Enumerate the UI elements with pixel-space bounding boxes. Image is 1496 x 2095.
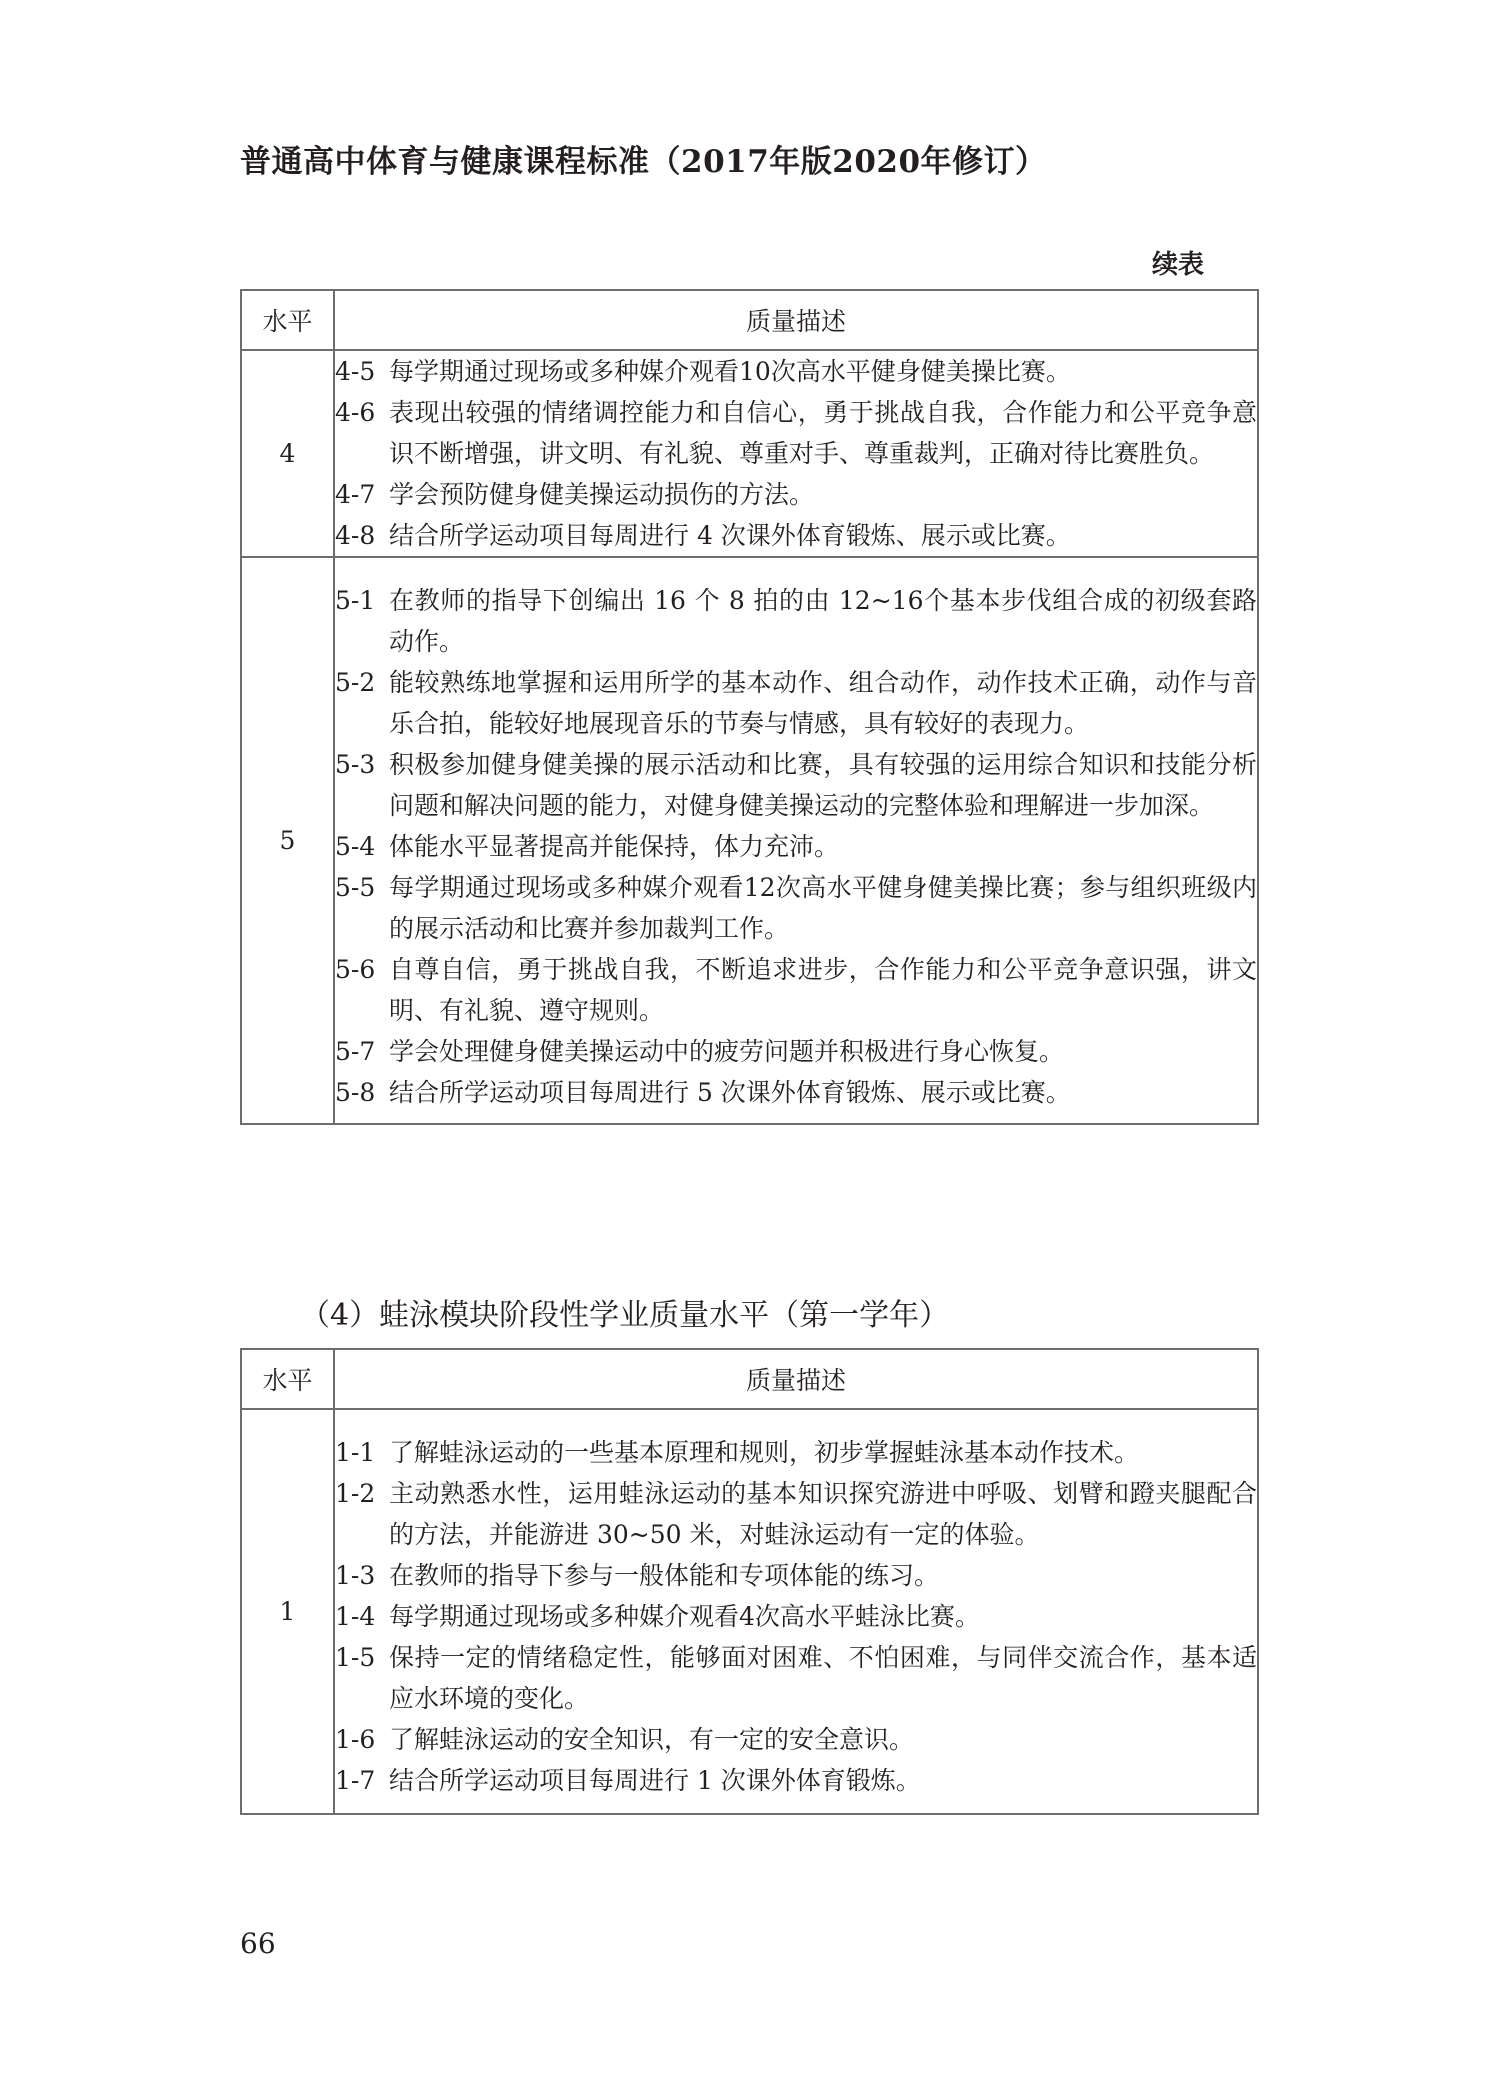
item-text: 积极参加健身健美操的展示活动和比赛，具有较强的运用综合知识和技能分析问题和解决问题的能力，对健身健美操运动的完整体验和理解进一步加深。 bbox=[389, 750, 1257, 820]
list-item bbox=[335, 867, 1257, 949]
item-code: 1-3 bbox=[335, 1561, 376, 1590]
item-text: 每学期通过现场或多种媒介观看10次高水平健身健美操比赛。 bbox=[389, 357, 1071, 386]
page-header-title: 普通高中体育与健康课程标准（2017年版2020年修订） bbox=[240, 144, 1047, 180]
list-item bbox=[335, 826, 1257, 867]
item-code: 5-6 bbox=[335, 955, 376, 984]
list-item bbox=[335, 580, 1257, 662]
item-code: 1-2 bbox=[335, 1479, 376, 1508]
item-text: 结合所学运动项目每周进行 5 次课外体育锻炼、展示或比赛。 bbox=[389, 1078, 1071, 1107]
page-number: 66 bbox=[240, 1927, 276, 1960]
table-header-row bbox=[241, 290, 1258, 350]
list-item bbox=[335, 1637, 1257, 1719]
list-item bbox=[335, 1031, 1257, 1072]
item-text: 主动熟悉水性，运用蛙泳运动的基本知识探究游进中呼吸、划臂和蹬夹腿配合的方法，并能游进 30~50 米，对蛙泳运动有一定的体验。 bbox=[389, 1479, 1257, 1549]
item-text: 自尊自信，勇于挑战自我，不断追求进步，合作能力和公平竞争意识强，讲文明、有礼貌、遵守规则。 bbox=[389, 955, 1257, 1025]
quality-table-breaststroke bbox=[240, 1348, 1259, 1815]
column-header-level: 水平 bbox=[241, 1349, 334, 1409]
list-item bbox=[335, 744, 1257, 826]
item-text: 能较熟练地掌握和运用所学的基本动作、组合动作，动作技术正确，动作与音乐合拍，能较好地展现音乐的节奏与情感，具有较好的表现力。 bbox=[389, 668, 1257, 738]
item-code: 4-5 bbox=[335, 357, 376, 386]
level-cell: 4 bbox=[241, 350, 334, 557]
list-item bbox=[335, 515, 1257, 556]
item-text: 结合所学运动项目每周进行 1 次课外体育锻炼。 bbox=[389, 1766, 921, 1795]
list-item bbox=[335, 949, 1257, 1031]
list-item bbox=[335, 1473, 1257, 1555]
list-item bbox=[335, 1072, 1257, 1113]
list-item bbox=[335, 1596, 1257, 1637]
level-cell: 5 bbox=[241, 557, 334, 1124]
column-header-description: 质量描述 bbox=[334, 1349, 1258, 1409]
item-code: 5-2 bbox=[335, 668, 376, 697]
list-item bbox=[335, 351, 1257, 392]
description-cell bbox=[334, 350, 1258, 557]
list-item bbox=[335, 1760, 1257, 1801]
table-continued-note: 续表 bbox=[1151, 250, 1204, 280]
list-item bbox=[335, 474, 1257, 515]
section-heading: （4）蛙泳模块阶段性学业质量水平（第一学年） bbox=[300, 1298, 950, 1333]
item-text: 学会预防健身健美操运动损伤的方法。 bbox=[389, 480, 815, 509]
item-code: 5-8 bbox=[335, 1078, 376, 1107]
item-code: 1-7 bbox=[335, 1766, 376, 1795]
table-header-row bbox=[241, 1349, 1258, 1409]
item-code: 1-5 bbox=[335, 1643, 376, 1672]
table-row bbox=[241, 350, 1258, 557]
item-text: 学会处理健身健美操运动中的疲劳问题并积极进行身心恢复。 bbox=[389, 1037, 1065, 1066]
level-cell: 1 bbox=[241, 1409, 334, 1814]
item-text: 每学期通过现场或多种媒介观看12次高水平健身健美操比赛；参与组织班级内的展示活动和比赛并参加裁判工作。 bbox=[389, 873, 1257, 943]
description-cell bbox=[334, 557, 1258, 1124]
item-text: 每学期通过现场或多种媒介观看4次高水平蛙泳比赛。 bbox=[389, 1602, 980, 1631]
item-text: 保持一定的情绪稳定性，能够面对困难、不怕困难，与同伴交流合作，基本适应水环境的变化。 bbox=[389, 1643, 1257, 1713]
description-cell bbox=[334, 1409, 1258, 1814]
item-text: 了解蛙泳运动的安全知识，有一定的安全意识。 bbox=[389, 1725, 915, 1754]
item-code: 1-1 bbox=[335, 1438, 376, 1467]
item-text: 在教师的指导下创编出 16 个 8 拍的由 12~16个基本步伐组合成的初级套路动作。 bbox=[389, 586, 1257, 656]
item-text: 了解蛙泳运动的一些基本原理和规则，初步掌握蛙泳基本动作技术。 bbox=[389, 1438, 1140, 1467]
item-code: 4-8 bbox=[335, 521, 376, 550]
list-item bbox=[335, 392, 1257, 474]
item-code: 5-4 bbox=[335, 832, 376, 861]
list-item bbox=[335, 1719, 1257, 1760]
item-code: 1-6 bbox=[335, 1725, 376, 1754]
item-text: 表现出较强的情绪调控能力和自信心，勇于挑战自我，合作能力和公平竞争意识不断增强，讲文明、有礼貌、尊重对手、尊重裁判，正确对待比赛胜负。 bbox=[389, 398, 1257, 468]
table-row bbox=[241, 1409, 1258, 1814]
item-text: 在教师的指导下参与一般体能和专项体能的练习。 bbox=[389, 1561, 940, 1590]
item-code: 1-4 bbox=[335, 1602, 376, 1631]
quality-table-continued bbox=[240, 289, 1259, 1125]
item-code: 4-6 bbox=[335, 398, 376, 427]
item-code: 5-7 bbox=[335, 1037, 376, 1066]
item-text: 体能水平显著提高并能保持，体力充沛。 bbox=[389, 832, 840, 861]
list-item bbox=[335, 1432, 1257, 1473]
item-code: 4-7 bbox=[335, 480, 376, 509]
column-header-level: 水平 bbox=[241, 290, 334, 350]
table-row bbox=[241, 557, 1258, 1124]
list-item bbox=[335, 1555, 1257, 1596]
item-code: 5-3 bbox=[335, 750, 376, 779]
column-header-description: 质量描述 bbox=[334, 290, 1258, 350]
item-code: 5-5 bbox=[335, 873, 376, 902]
list-item bbox=[335, 662, 1257, 744]
item-code: 5-1 bbox=[335, 586, 376, 615]
item-text: 结合所学运动项目每周进行 4 次课外体育锻炼、展示或比赛。 bbox=[389, 521, 1071, 550]
